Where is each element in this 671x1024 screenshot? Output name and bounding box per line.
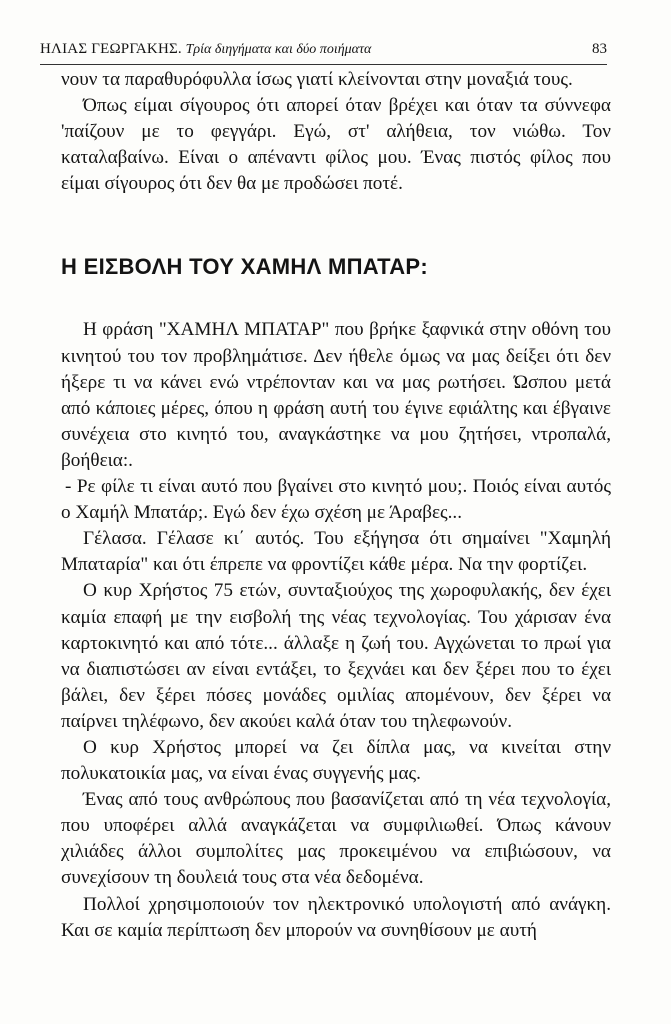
page-body: [61, 67, 611, 944]
dialogue-line: - Ρε φίλε τι είναι αυτό που βγαίνει στο κινητό μου;. Ποιός είναι αυτός ο Χαμήλ Μπατάρ;. Εγώ δεν έχω σχέση με Άραβες...: [61, 476, 611, 524]
paragraph: Ο κυρ Χρήστος 75 ετών, συνταξιούχος της χωροφυλακής, δεν έχει καμία επαφή με την εισβολή της νέας τεχνολογίας. Του χάρισαν ένα καρτοκινητό και από τότε... άλλαξε η ζωή του. Αγχώνεται το πρωί για να διαπιστώσει αν είναι εντάξει, το ξεχνάει και δεν ξέρει που το έχει βάλει, δεν ξέρει πόσες μονάδες ομιλίας απομένουν, δεν ξέρει να παίρνει τηλέφωνο, δεν ακούει καλά όταν του τηλεφωνούν.: [61, 580, 611, 732]
paragraph-continuation: νουν τα παραθυρόφυλλα ίσως γιατί κλείνονται στην μοναξιά τους.: [61, 69, 573, 90]
paragraph: Ένας από τους ανθρώπους που βασανίζεται από τη νέα τεχνολογία, που υποφέρει αλλά αναγκάζεται να συμφιλιωθεί. Όπως κάνουν χιλιάδες άλλοι συμπολίτες μας προκειμένου να επιβιώσουν, να συνεχίσουν τη δουλειά τους στα νέα δεδομένα.: [61, 789, 611, 889]
paragraph: Ο κυρ Χρήστος μπορεί να ζει δίπλα μας, να κινείται στην πολυκατοικία μας, να είναι ένας συγγενής μας.: [61, 736, 611, 785]
page-number: 83: [592, 41, 607, 57]
paragraph: Η φράση "ΧΑΜΗΛ ΜΠΑΤΑΡ" που βρήκε ξαφνικά στην οθόνη του κινητού του τον προβλημάτισε. Δεν ήθελε όμως να μας δείξει ότι δεν ήξερε τι να κάνει ενώ ντρέπονταν και να μας ρωτήσει. Ώσπου μετά από κάποιες μέρες, όπου η φράση αυτή του έγινε εφιάλτης και έβγαινε συνέχεια στο κινητό του, αναγκάστηκε να μου ζητήσει, ντροπαλά, βοήθεια:.: [61, 319, 611, 471]
spacer: [61, 197, 611, 252]
running-head: [40, 38, 607, 60]
paragraph: Πολλοί χρησιμοποιούν τον ηλεκτρονικό υπολογιστή από ανάγκη. Και σε καμία περίπτωση δεν μπορούν να συνηθίσουν με αυτή: [61, 893, 611, 941]
header-book-title: Τρία διηγήματα και δύο ποιήματα: [185, 42, 372, 57]
paragraph: Γέλασα. Γέλασε κι΄ αυτός. Του εξήγησα ότι σημαίνει "Χαμηλή Μπαταρία" και ότι έπρεπε να φροντίζει κάθε μέρα. Να την φορτίζει.: [61, 528, 611, 576]
header-author: ΗΛΙΑΣ ΓΕΩΡΓΑΚΗΣ.: [40, 41, 182, 57]
header-rule: [40, 64, 607, 65]
chapter-heading: Η ΕΙΣΒΟΛΗ ΤΟΥ ΧΑΜΗΛ ΜΠΑΤΑΡ:: [61, 254, 429, 280]
paragraph: Όπως είμαι σίγουρος ότι απορεί όταν βρέχει και όταν τα σύννεφα 'παίζουν με το φεγγάρι. Εγώ, στ' αλήθεια, τον νιώθω. Τον καταλαβαίνω. Είναι ο απέναντι φίλος μου. Ένας πιστός φίλος που είμαι σίγουρος ότι δεν θα με προδώσει ποτέ.: [61, 95, 611, 195]
spacer: [61, 282, 611, 317]
